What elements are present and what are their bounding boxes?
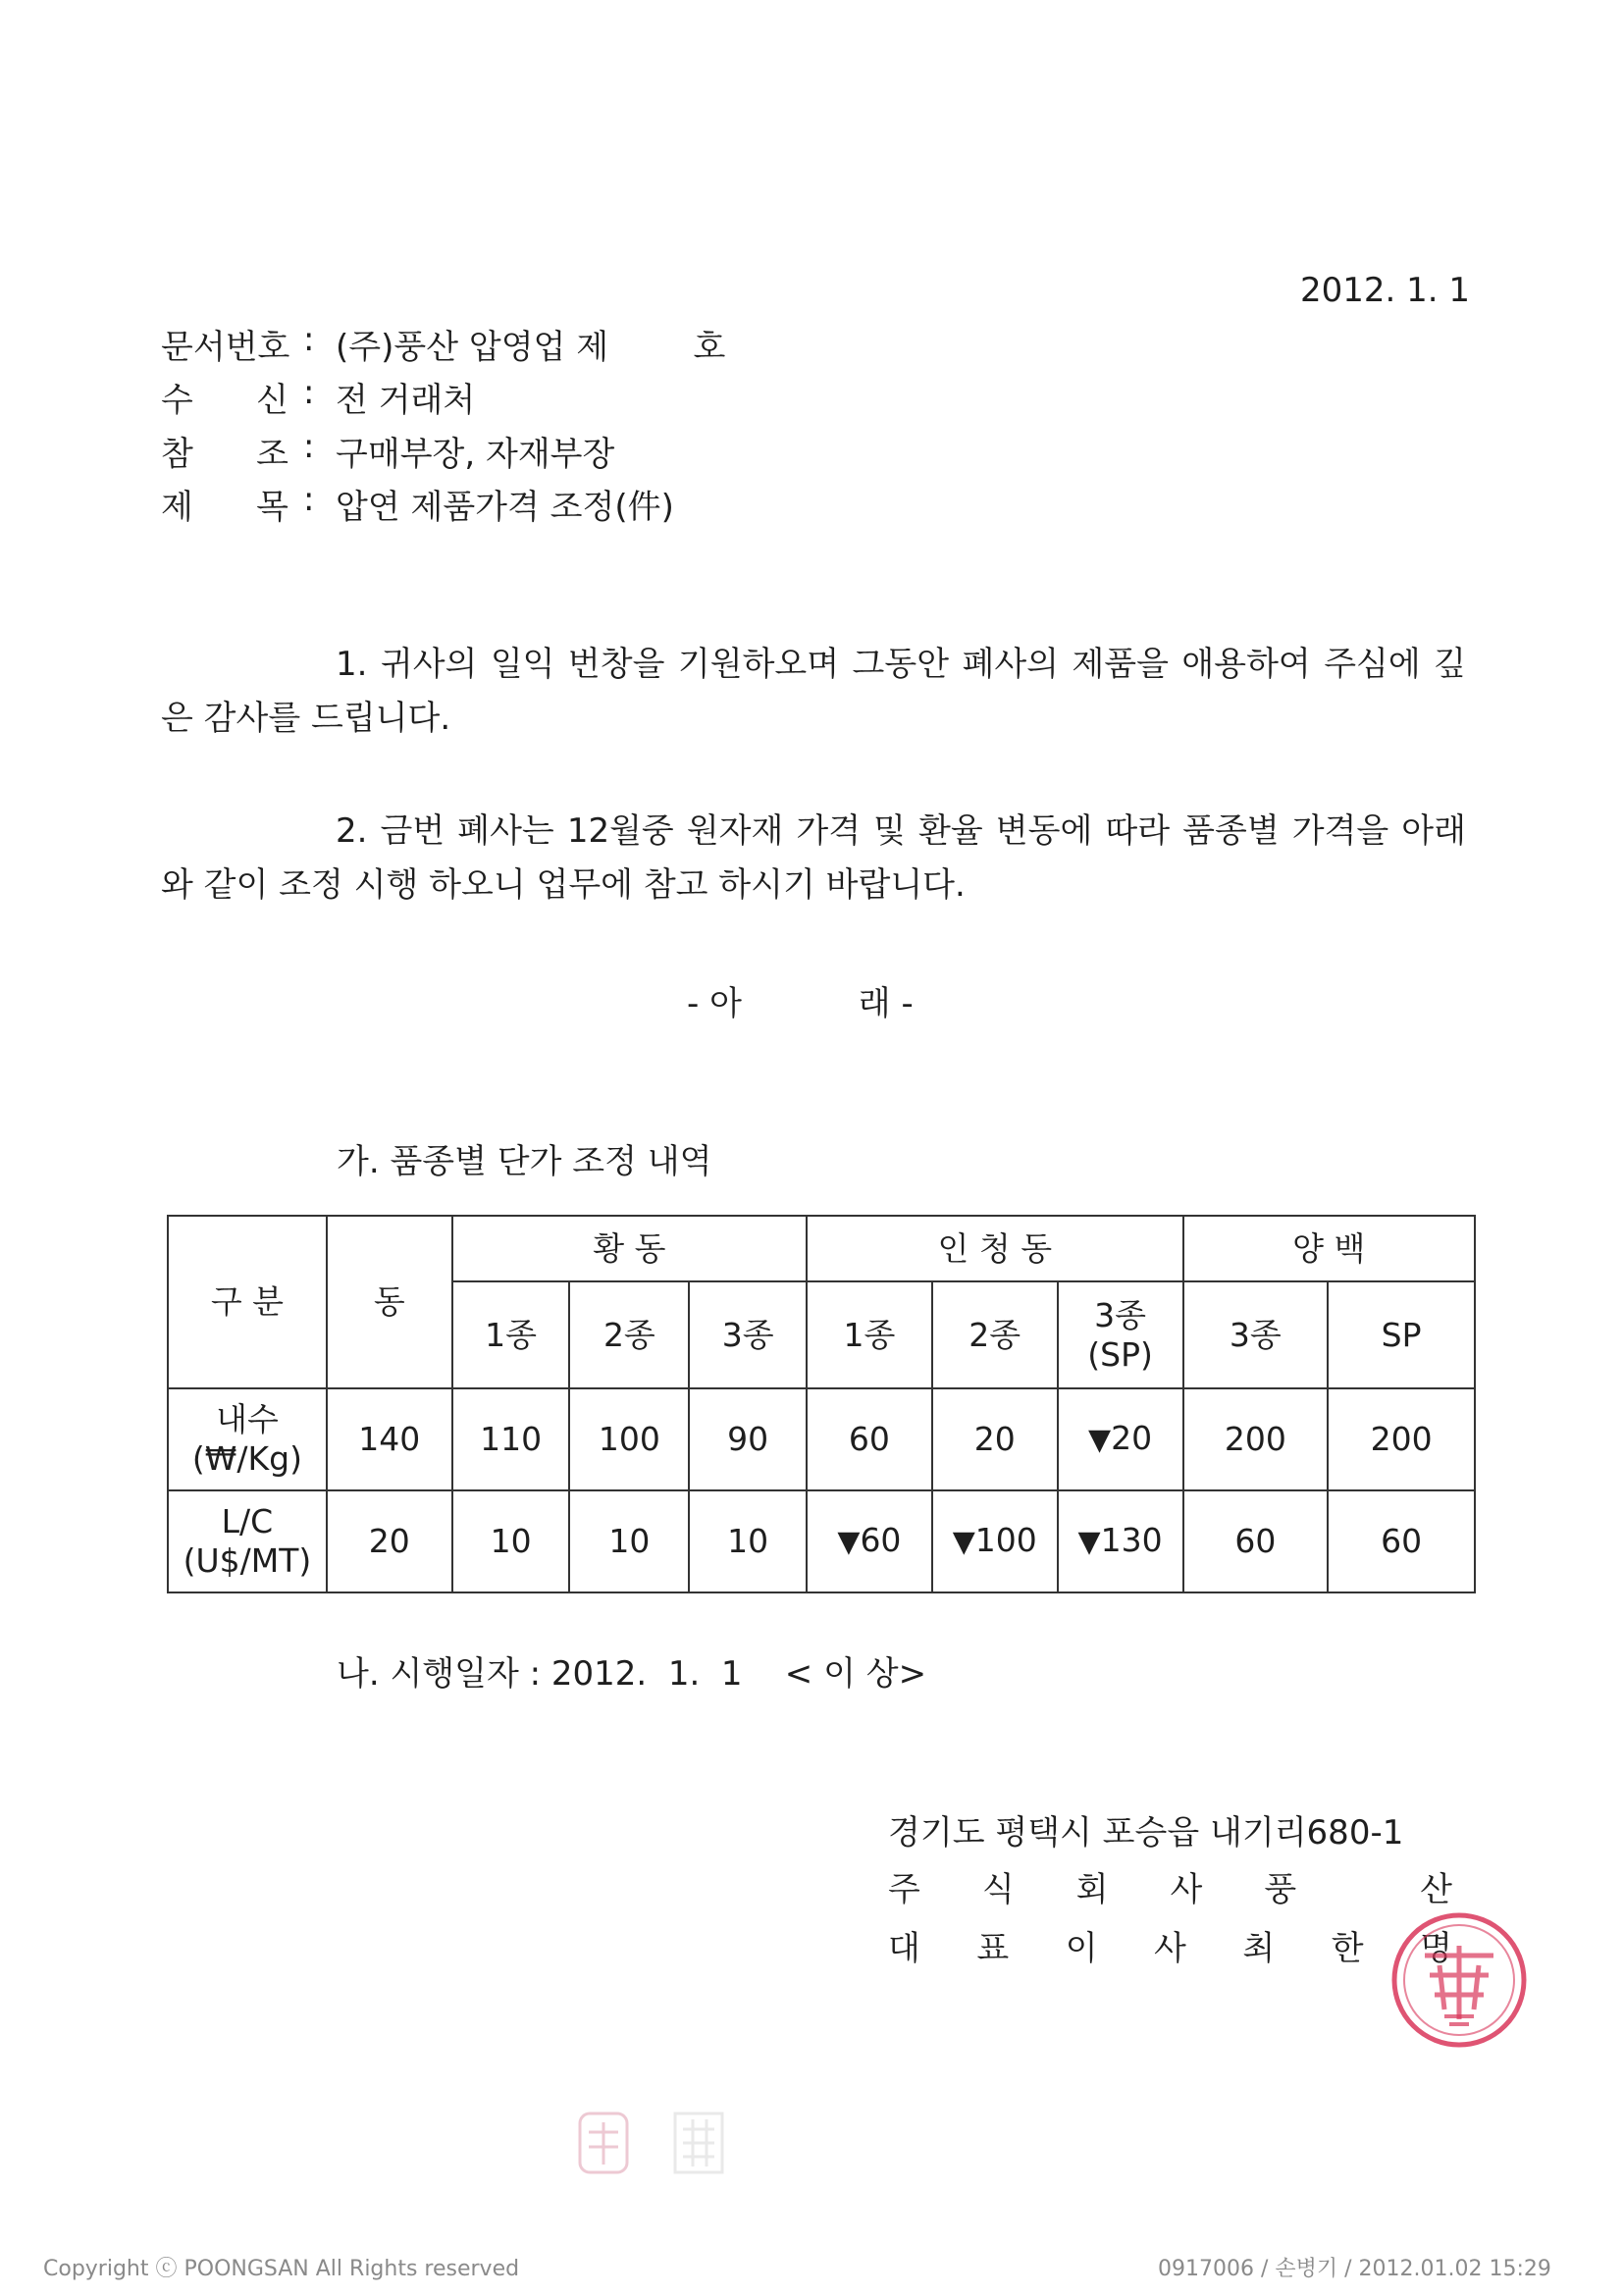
price-value: 10 xyxy=(608,1522,651,1560)
price-cell xyxy=(807,1388,932,1490)
decrease-triangle-icon: ▼ xyxy=(837,1525,861,1559)
colon: : xyxy=(303,373,315,412)
price-cell xyxy=(932,1388,1058,1490)
decrease-triangle-icon: ▼ xyxy=(952,1525,975,1559)
table-row xyxy=(168,1388,1475,1490)
price-value: 200 xyxy=(1370,1420,1433,1458)
price-cell xyxy=(1328,1388,1475,1490)
price-cell xyxy=(807,1490,932,1592)
subject-label: 제 목 xyxy=(161,488,288,527)
price-value: 140 xyxy=(358,1420,421,1458)
grade-header: 1종 xyxy=(807,1281,932,1388)
price-cell xyxy=(1183,1490,1329,1592)
price-value: 90 xyxy=(727,1420,769,1458)
price-cell xyxy=(569,1490,689,1592)
paragraph-1: 1. 귀사의 일익 번창을 기원하오며 그동안 폐사의 제품을 애용하여 주심에 깊은 감사를 드립니다. xyxy=(161,645,1466,738)
grade-header: 3종 xyxy=(1183,1281,1329,1388)
faint-stamp-icon xyxy=(669,2108,728,2178)
table-row xyxy=(168,1490,1475,1592)
price-cell xyxy=(569,1388,689,1490)
document-date: 2012. 1. 1 xyxy=(1300,271,1471,310)
faint-stamp-icon xyxy=(574,2108,633,2178)
price-value: 130 xyxy=(1100,1521,1163,1559)
sender-company: 주 식 회 사 풍 산 xyxy=(888,1870,1452,1909)
copyright-footer: Copyright ⓒ POONGSAN All Rights reserved xyxy=(43,2257,520,2281)
price-cell xyxy=(452,1388,570,1490)
colon: : xyxy=(303,480,315,519)
reference-label: 참 조 xyxy=(161,435,288,474)
price-value: 60 xyxy=(860,1521,902,1559)
category-header: 구 분 xyxy=(168,1216,327,1388)
company-seal-icon xyxy=(1386,1906,1533,2054)
print-stamp-footer: 0917006 / 손병기 / 2012.01.02 15:29 xyxy=(1158,2257,1551,2281)
price-cell xyxy=(452,1490,570,1592)
grade-header: 3종 (SP) xyxy=(1058,1281,1183,1388)
phosphor-bronze-header: 인 청 동 xyxy=(807,1216,1183,1281)
price-value: 60 xyxy=(848,1420,890,1458)
sender-address: 경기도 평택시 포승읍 내기리680-1 xyxy=(888,1813,1404,1852)
price-value: 10 xyxy=(490,1522,532,1560)
doc-number-value: (주)풍산 압영업 제 호 xyxy=(336,328,726,367)
brass-header: 황 동 xyxy=(452,1216,807,1281)
price-value: 100 xyxy=(598,1420,660,1458)
price-value: 10 xyxy=(727,1522,769,1560)
row-label: 내수 (₩/Kg) xyxy=(168,1388,327,1490)
section-title: 가. 품종별 단가 조정 내역 xyxy=(337,1142,712,1181)
decrease-triangle-icon: ▼ xyxy=(1088,1423,1112,1457)
grade-header: 2종 xyxy=(932,1281,1058,1388)
grade-header: SP xyxy=(1328,1281,1475,1388)
price-cell xyxy=(1183,1388,1329,1490)
effective-date: 나. 시행일자 : 2012. 1. 1 < 이 상> xyxy=(337,1654,927,1694)
colon: : xyxy=(303,320,315,359)
price-cell xyxy=(1328,1490,1475,1592)
paragraph-2: 2. 금번 폐사는 12월중 원자재 가격 및 환율 변동에 따라 품종별 가격을 아래와 같이 조정 시행 하오니 업무에 참고 하시기 바랍니다. xyxy=(161,811,1466,905)
grade-header: 3종 xyxy=(689,1281,807,1388)
below-heading: - 아 래 - xyxy=(687,984,914,1023)
nickel-silver-header: 양 백 xyxy=(1183,1216,1475,1281)
recipient-label: 수 신 xyxy=(161,381,288,420)
price-value: 20 xyxy=(368,1522,410,1560)
sender-ceo: 대 표 이 사 최 한 명 xyxy=(888,1929,1452,1968)
grade-header: 2종 xyxy=(569,1281,689,1388)
copper-header: 동 xyxy=(327,1216,452,1388)
grade-header: 1종 xyxy=(452,1281,570,1388)
price-value: 20 xyxy=(1111,1419,1153,1457)
price-value: 20 xyxy=(973,1420,1016,1458)
price-cell xyxy=(1058,1490,1183,1592)
price-cell xyxy=(327,1388,452,1490)
subject-value: 압연 제품가격 조정(件) xyxy=(336,488,674,527)
price-value: 110 xyxy=(480,1420,543,1458)
decrease-triangle-icon: ▼ xyxy=(1077,1525,1101,1559)
price-value: 100 xyxy=(974,1521,1037,1559)
price-cell xyxy=(689,1388,807,1490)
row-label: L/C (U$/MT) xyxy=(168,1490,327,1592)
price-value: 200 xyxy=(1224,1420,1286,1458)
price-cell xyxy=(327,1490,452,1592)
colon: : xyxy=(303,427,315,466)
recipient-value: 전 거래처 xyxy=(336,381,476,420)
price-value: 60 xyxy=(1234,1522,1277,1560)
price-cell xyxy=(689,1490,807,1592)
price-adjustment-table xyxy=(167,1215,1476,1593)
price-cell xyxy=(1058,1388,1183,1490)
price-cell xyxy=(932,1490,1058,1592)
reference-value: 구매부장, 자재부장 xyxy=(336,435,615,474)
price-value: 60 xyxy=(1381,1522,1423,1560)
doc-number-label: 문서번호 xyxy=(161,328,290,367)
